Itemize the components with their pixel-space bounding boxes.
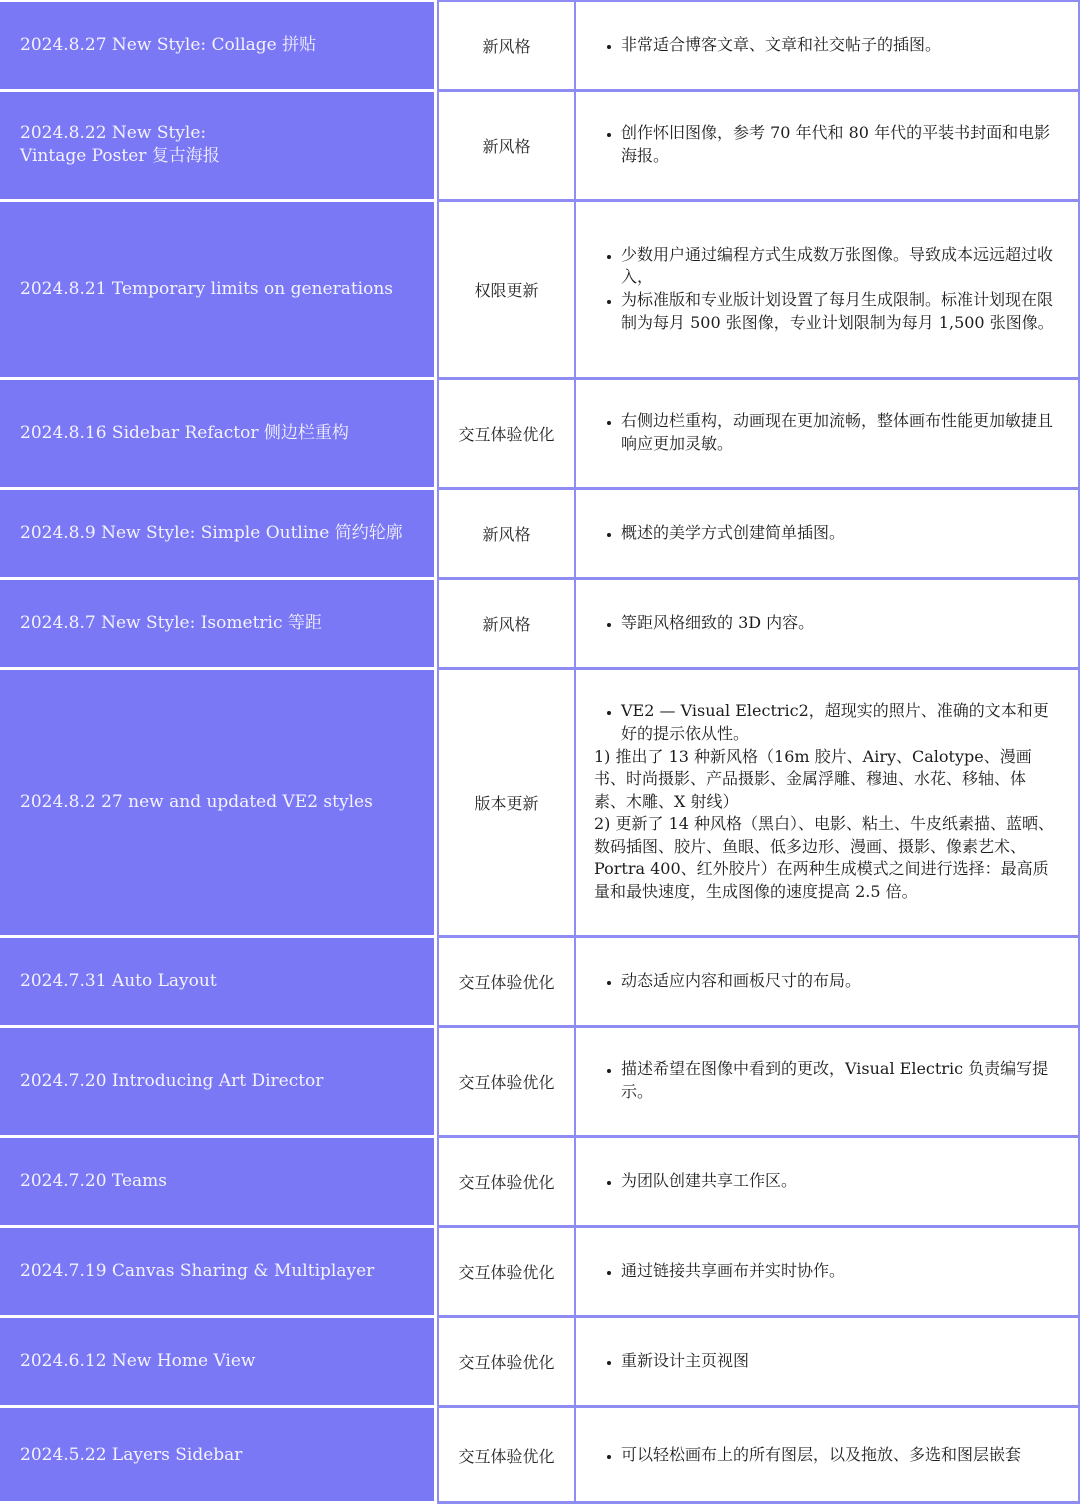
row-divider-right xyxy=(437,1405,1080,1408)
description-paragraph: 2) 更新了 14 种风格（黑白）、电影、粘土、牛皮纸素描、蓝晒、数码插图、胶片、鱼眼、低多边形、漫画、摄影、像素艺术、Portra 400、红外胶片）在两种生成模式之间进行选择：最高质量和最快速度，生成图像的速度提高 2.5 倍。 xyxy=(594,814,1055,902)
table-row xyxy=(0,200,1080,378)
description-content xyxy=(594,1444,1056,1467)
bullet-item: • 创作怀旧图像，参考 70 年代和 80 年代的平装书封面和电影海报。 xyxy=(621,122,1056,167)
row-divider-left xyxy=(0,0,437,2)
row-divider-left xyxy=(0,1025,437,1028)
row-divider xyxy=(0,577,1080,580)
description-content xyxy=(594,34,1056,57)
description-cell xyxy=(576,578,1080,668)
row-divider xyxy=(0,1025,1080,1028)
bullet-list xyxy=(594,970,1056,993)
row-divider-left xyxy=(0,667,437,670)
table-row xyxy=(0,936,1080,1026)
update-title-cell: 2024.8.16 Sidebar Refactor 侧边栏重构 xyxy=(0,378,437,488)
row-divider xyxy=(0,0,1080,2)
row-divider-right xyxy=(437,1225,1080,1228)
bullet-list xyxy=(594,1058,1056,1103)
description-content xyxy=(594,244,1056,334)
row-divider-left xyxy=(0,577,437,580)
row-divider-left xyxy=(0,1135,437,1138)
row-divider-right xyxy=(437,1025,1080,1028)
row-divider-left xyxy=(0,487,437,490)
row-divider-right xyxy=(437,487,1080,490)
table-row xyxy=(0,0,1080,90)
category-cell: 版本更新 xyxy=(437,668,576,936)
bullet-item: • 动态适应内容和画板尺寸的布局。 xyxy=(621,970,1056,993)
update-title-cell: 2024.7.20 Introducing Art Director xyxy=(0,1026,437,1136)
update-title-cell: 2024.7.19 Canvas Sharing & Multiplayer xyxy=(0,1226,437,1316)
description-cell xyxy=(576,1406,1080,1504)
bullet-item: • 概述的美学方式创建简单插图。 xyxy=(621,522,1056,545)
update-title-cell: 2024.5.22 Layers Sidebar xyxy=(0,1406,437,1504)
table-row xyxy=(0,488,1080,578)
bullet-item: • 右侧边栏重构，动画现在更加流畅，整体画布性能更加敏捷且响应更加灵敏。 xyxy=(621,410,1056,455)
bullet-list xyxy=(594,410,1056,455)
description-cell xyxy=(576,0,1080,90)
category-cell: 交互体验优化 xyxy=(437,1226,576,1316)
description-content xyxy=(594,522,1056,545)
row-divider-right xyxy=(437,199,1080,202)
description-cell xyxy=(576,668,1080,936)
row-divider xyxy=(0,487,1080,490)
bullet-item: • 通过链接共享画布并实时协作。 xyxy=(621,1260,1056,1283)
update-title-cell: 2024.7.20 Teams xyxy=(0,1136,437,1226)
bullet-item: • 少数用户通过编程方式生成数万张图像。导致成本远远超过收入， xyxy=(621,244,1056,289)
category-cell: 交互体验优化 xyxy=(437,1026,576,1136)
category-cell: 新风格 xyxy=(437,90,576,200)
category-cell: 交互体验优化 xyxy=(437,378,576,488)
update-title-cell: 2024.8.21 Temporary limits on generations xyxy=(0,200,437,378)
bullet-list xyxy=(594,34,1056,57)
bullet-item: • 等距风格细致的 3D 内容。 xyxy=(621,612,1056,635)
bullet-item: • 为团队创建共享工作区。 xyxy=(621,1170,1056,1193)
description-content xyxy=(594,1170,1056,1193)
description-content xyxy=(594,1058,1056,1103)
description-cell xyxy=(576,1316,1080,1406)
update-title-cell: 2024.8.2 27 new and updated VE2 styles xyxy=(0,668,437,936)
row-divider-left xyxy=(0,199,437,202)
description-cell xyxy=(576,1226,1080,1316)
row-divider xyxy=(0,199,1080,202)
category-cell: 新风格 xyxy=(437,578,576,668)
row-divider xyxy=(0,1315,1080,1318)
row-divider-right xyxy=(437,0,1080,2)
table-row xyxy=(0,1136,1080,1226)
row-divider xyxy=(0,1225,1080,1228)
description-cell xyxy=(576,200,1080,378)
table-row xyxy=(0,1406,1080,1504)
row-divider-right xyxy=(437,89,1080,92)
description-cell xyxy=(576,378,1080,488)
bullet-item: • VE2 — Visual Electric2，超现实的照片、准确的文本和更好的提示依从性。 xyxy=(621,700,1056,745)
row-divider-right xyxy=(437,935,1080,938)
row-divider-left xyxy=(0,1225,437,1228)
bullet-item: • 描述希望在图像中看到的更改，Visual Electric 负责编写提示。 xyxy=(621,1058,1056,1103)
description-content xyxy=(594,612,1056,635)
category-cell: 权限更新 xyxy=(437,200,576,378)
row-divider-left xyxy=(0,89,437,92)
row-divider-right xyxy=(437,577,1080,580)
description-content xyxy=(594,122,1056,167)
bullet-list xyxy=(594,612,1056,635)
row-divider-left xyxy=(0,1405,437,1408)
update-title-cell: 2024.7.31 Auto Layout xyxy=(0,936,437,1026)
row-divider-right xyxy=(437,377,1080,380)
bullet-list xyxy=(594,244,1056,334)
row-divider xyxy=(0,935,1080,938)
description-content xyxy=(594,410,1056,455)
description-cell xyxy=(576,488,1080,578)
table-row xyxy=(0,1026,1080,1136)
category-cell: 新风格 xyxy=(437,488,576,578)
table-row xyxy=(0,578,1080,668)
bullet-item: • 为标准版和专业版计划设置了每月生成限制。标准计划现在限制为每月 500 张图像，专业计划限制为每月 1,500 张图像。 xyxy=(621,289,1056,334)
description-content xyxy=(594,970,1056,993)
description-content xyxy=(594,1350,1056,1373)
row-divider xyxy=(0,1135,1080,1138)
category-cell: 交互体验优化 xyxy=(437,1136,576,1226)
bullet-list xyxy=(594,1350,1056,1373)
row-divider xyxy=(0,667,1080,670)
row-divider-right xyxy=(437,1135,1080,1138)
description-cell xyxy=(576,1136,1080,1226)
table-row xyxy=(0,1316,1080,1406)
row-divider-left xyxy=(0,377,437,380)
description-content xyxy=(594,1260,1056,1283)
description-cell xyxy=(576,936,1080,1026)
description-cell xyxy=(576,1026,1080,1136)
bullet-item: • 重新设计主页视图 xyxy=(621,1350,1056,1373)
table-row xyxy=(0,1226,1080,1316)
bullet-item: • 可以轻松画布上的所有图层，以及拖放、多选和图层嵌套 xyxy=(621,1444,1056,1467)
update-title-cell: 2024.8.27 New Style: Collage 拼贴 xyxy=(0,0,437,90)
category-cell: 交互体验优化 xyxy=(437,1316,576,1406)
description-content xyxy=(594,700,1056,903)
bullet-list xyxy=(594,700,1056,745)
bullet-item: • 非常适合博客文章、文章和社交帖子的插图。 xyxy=(621,34,1056,57)
row-divider xyxy=(0,1405,1080,1408)
update-title-cell: 2024.8.9 New Style: Simple Outline 简约轮廓 xyxy=(0,488,437,578)
update-title-cell: 2024.8.7 New Style: Isometric 等距 xyxy=(0,578,437,668)
row-divider xyxy=(0,377,1080,380)
update-title-cell: 2024.6.12 New Home View xyxy=(0,1316,437,1406)
table-row xyxy=(0,378,1080,488)
row-divider-right xyxy=(437,667,1080,670)
category-cell: 交互体验优化 xyxy=(437,936,576,1026)
row-divider-right xyxy=(437,1315,1080,1318)
row-divider xyxy=(0,89,1080,92)
category-cell: 新风格 xyxy=(437,0,576,90)
description-cell xyxy=(576,90,1080,200)
bullet-list xyxy=(594,1260,1056,1283)
row-divider-left xyxy=(0,935,437,938)
category-cell: 交互体验优化 xyxy=(437,1406,576,1504)
bullet-list xyxy=(594,1170,1056,1193)
description-paragraph: 1) 推出了 13 种新风格（16m 胶片、Airy、Calotype、漫画书、时尚摄影、产品摄影、金属浮雕、穆迪、水花、移轴、体素、木雕、X 射线） xyxy=(594,746,1032,811)
update-title-cell: 2024.8.22 New Style: Vintage Poster 复古海报 xyxy=(0,90,437,200)
bullet-list xyxy=(594,122,1056,167)
row-divider-left xyxy=(0,1315,437,1318)
table-row xyxy=(0,90,1080,200)
bullet-list xyxy=(594,1444,1056,1467)
bullet-list xyxy=(594,522,1056,545)
table-row xyxy=(0,668,1080,936)
